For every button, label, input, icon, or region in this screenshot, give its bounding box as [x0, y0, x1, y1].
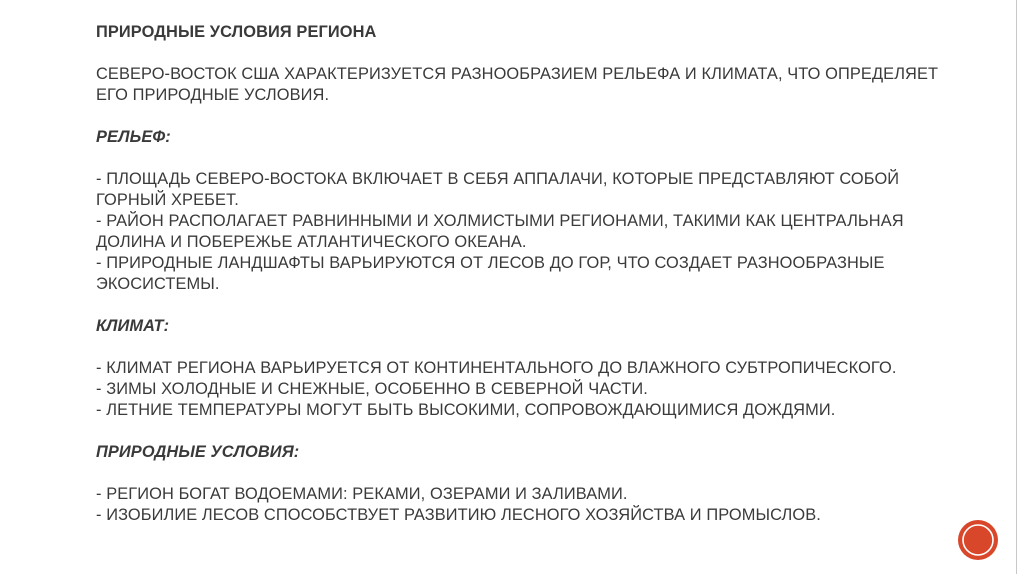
right-divider	[1016, 0, 1017, 574]
outer-circle	[958, 520, 998, 560]
natural-line: - ИЗОБИЛИЕ ЛЕСОВ СПОСОБСТВУЕТ РАЗВИТИЮ ЛЕСНОГО ХОЗЯЙСТВА И ПРОМЫСЛОВ.	[96, 506, 821, 524]
slide-content	[96, 22, 939, 526]
spacer	[96, 295, 936, 316]
climate-line: - КЛИМАТ РЕГИОНА ВАРЬИРУЕТСЯ ОТ КОНТИНЕНТАЛЬНОГО ДО ВЛАЖНОГО СУБТРОПИЧЕСКОГО.	[96, 359, 897, 377]
spacer	[96, 148, 936, 169]
spacer	[96, 43, 936, 64]
relief-line: ГОРНЫЙ ХРЕБЕТ.	[96, 191, 239, 209]
relief-line: ДОЛИНА И ПОБЕРЕЖЬЕ АТЛАНТИЧЕСКОГО ОКЕАНА.	[96, 233, 527, 251]
spacer	[96, 106, 936, 127]
relief-line: ЭКОСИСТЕМЫ.	[96, 275, 220, 293]
relief-line: - РАЙОН РАСПОЛАГАЕТ РАВНИННЫМИ И ХОЛМИСТЫМИ РЕГИОНАМИ, ТАКИМИ КАК ЦЕНТРАЛЬНАЯ	[96, 212, 904, 230]
relief-line: - ПЛОЩАДЬ СЕВЕРО-ВОСТОКА ВКЛЮЧАЕТ В СЕБЯ АППАЛАЧИ, КОТОРЫЕ ПРЕДСТАВЛЯЮТ СОБОЙ	[96, 170, 900, 188]
spacer	[96, 463, 936, 484]
slide-title: ПРИРОДНЫЕ УСЛОВИЯ РЕГИОНА	[96, 23, 377, 41]
intro-line: ЕГО ПРИРОДНЫЕ УСЛОВИЯ.	[96, 86, 330, 104]
climate-line: - ЛЕТНИЕ ТЕМПЕРАТУРЫ МОГУТ БЫТЬ ВЫСОКИМИ, СОПРОВОЖДАЮЩИМИСЯ ДОЖДЯМИ.	[96, 401, 836, 419]
relief-line: - ПРИРОДНЫЕ ЛАНДШАФТЫ ВАРЬИРУЮТСЯ ОТ ЛЕСОВ ДО ГОР, ЧТО СОЗДАЕТ РАЗНООБРАЗНЫЕ	[96, 254, 885, 272]
climate-line: - ЗИМЫ ХОЛОДНЫЕ И СНЕЖНЫЕ, ОСОБЕННО В СЕВЕРНОЙ ЧАСТИ.	[96, 380, 648, 398]
intro-line: СЕВЕРО-ВОСТОК США ХАРАКТЕРИЗУЕТСЯ РАЗНООБРАЗИЕМ РЕЛЬЕФА И КЛИМАТА, ЧТО ОПРЕДЕЛЯЕТ	[96, 65, 939, 83]
spacer	[96, 421, 936, 442]
natural-line: - РЕГИОН БОГАТ ВОДОЕМАМИ: РЕКАМИ, ОЗЕРАМИ И ЗАЛИВАМИ.	[96, 485, 628, 503]
climate-heading: КЛИМАТ:	[96, 317, 170, 335]
natural-heading: ПРИРОДНЫЕ УСЛОВИЯ:	[96, 443, 300, 461]
red-circle-icon-svg	[957, 519, 999, 561]
red-circle-icon	[957, 519, 999, 561]
relief-heading: РЕЛЬЕФ:	[96, 128, 171, 146]
spacer	[96, 337, 936, 358]
